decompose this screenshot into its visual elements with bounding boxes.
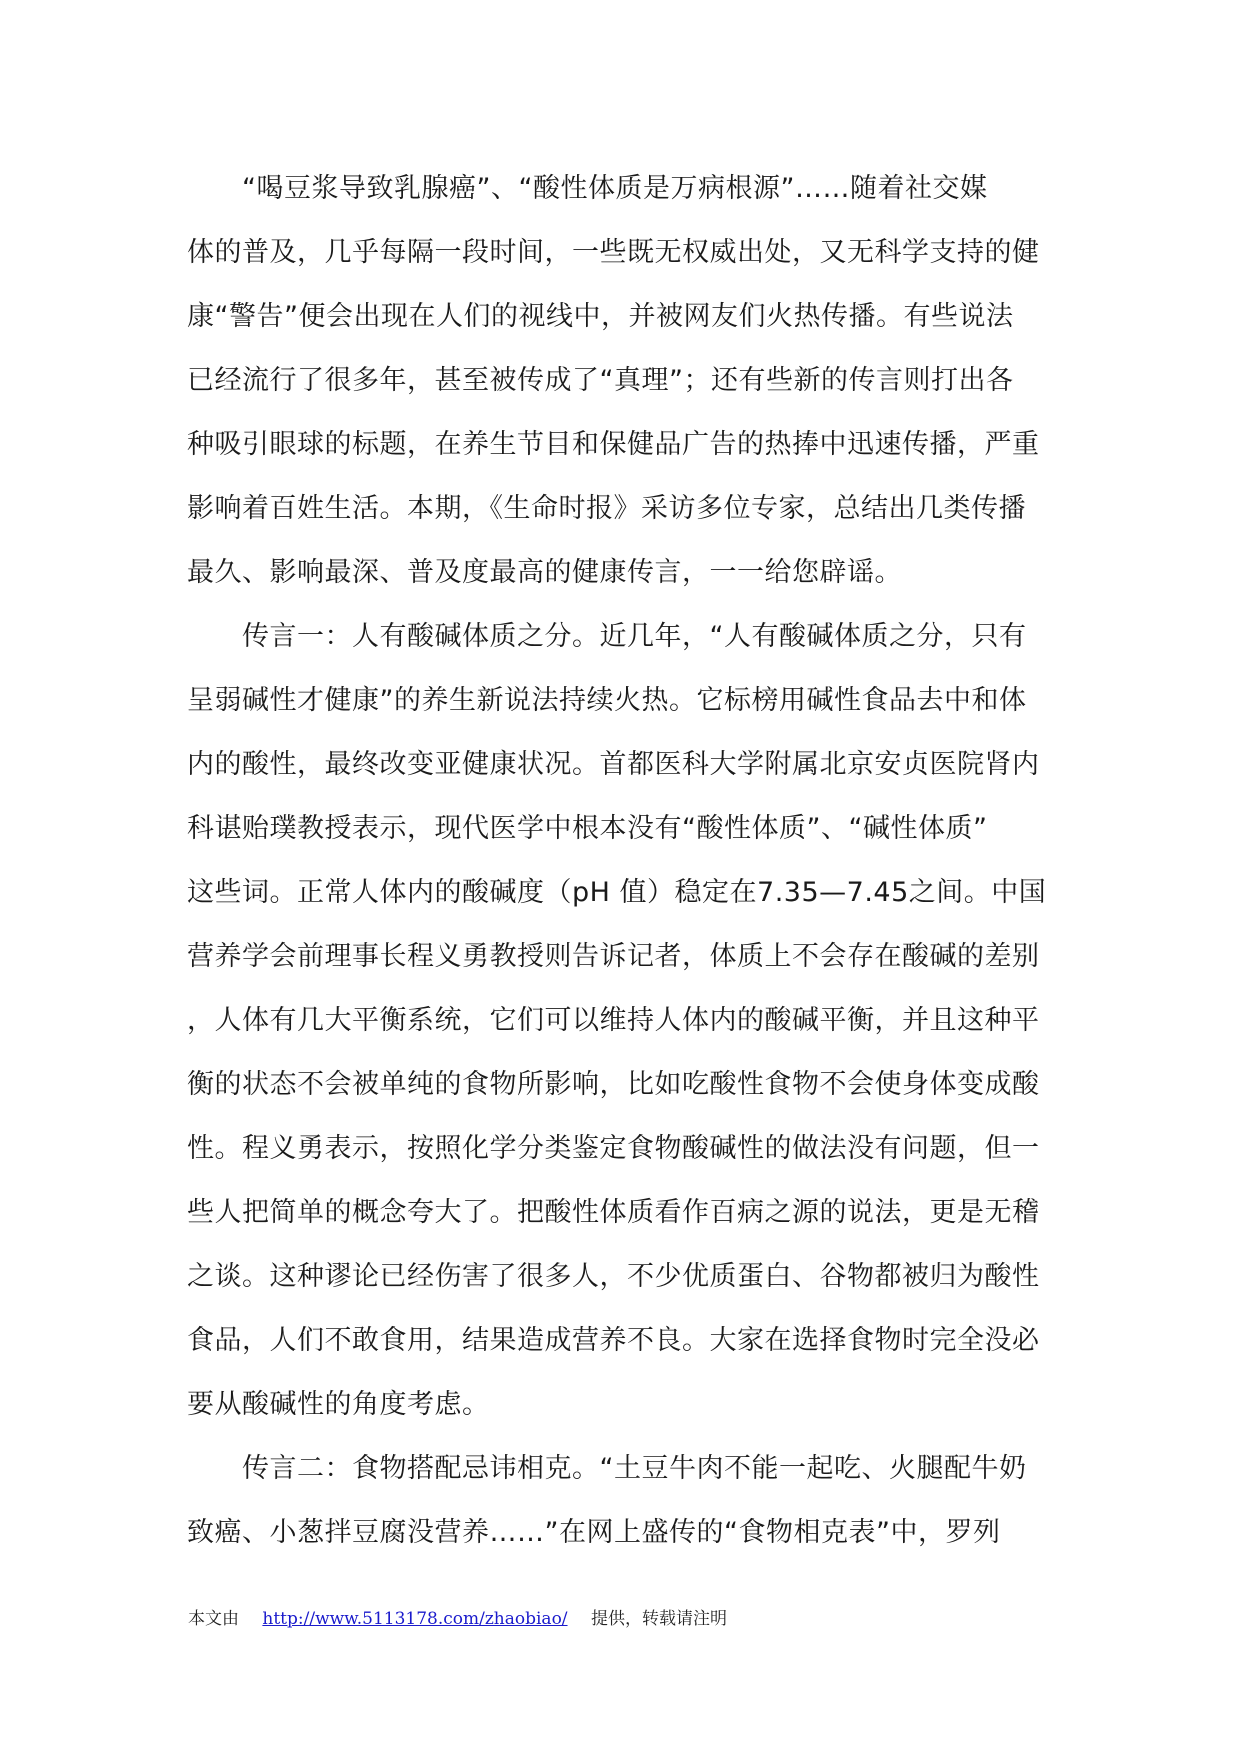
text-line: 体的普及，几乎每隔一段时间，一些既无权威出处，又无科学支持的健: [187, 237, 1040, 268]
text-line: ，人体有几大平衡系统，它们可以维持人体内的酸碱平衡，并且这种平: [187, 1005, 1040, 1036]
text-line: 传言二：食物搭配忌讳相克。“土豆牛肉不能一起吃、火腿配牛奶: [187, 1453, 1027, 1484]
footer-link[interactable]: http://www.5113178.com/zhaobiao/: [262, 1609, 568, 1629]
text-line: 呈弱碱性才健康”的养生新说法持续火热。它标榜用碱性食品去中和体: [187, 685, 1027, 716]
article-body: [187, 157, 1067, 1565]
text-line: 内的酸性，最终改变亚健康状况。首都医科大学附属北京安贞医院肾内: [187, 749, 1040, 780]
text-line: 些人把简单的概念夸大了。把酸性体质看作百病之源的说法，更是无稽: [187, 1197, 1040, 1228]
text-line: 已经流行了很多年，甚至被传成了“真理”；还有些新的传言则打出各: [187, 365, 1014, 396]
text-line: 最久、影响最深、普及度最高的健康传言，一一给您辟谣。: [187, 557, 902, 588]
text-line: 衡的状态不会被单纯的食物所影响，比如吃酸性食物不会使身体变成酸: [187, 1069, 1040, 1100]
text-line: 营养学会前理事长程义勇教授则告诉记者，体质上不会存在酸碱的差别: [187, 941, 1040, 972]
text-line: 性。程义勇表示，按照化学分类鉴定食物酸碱性的做法没有问题，但一: [187, 1133, 1040, 1164]
footer-suffix: 提供，转载请注明: [590, 1609, 727, 1629]
text-line: 要从酸碱性的角度考虑。: [187, 1389, 490, 1420]
text-line: 康“警告”便会出现在人们的视线中，并被网友们火热传播。有些说法: [187, 301, 1014, 332]
footer-prefix: 本文由: [188, 1609, 239, 1629]
text-line: 科谌贻璞教授表示，现代医学中根本没有“酸性体质”、“碱性体质”: [187, 813, 988, 844]
text-line: “喝豆浆导致乳腺癌”、“酸性体质是万病根源”……随着社交媒: [187, 173, 988, 204]
text-line: 致癌、小葱拌豆腐没营养……”在网上盛传的“食物相克表”中，罗列: [187, 1517, 1001, 1548]
text-line: 影响着百姓生活。本期，《生命时报》采访多位专家，总结出几类传播: [187, 493, 1026, 524]
text-line: 之谈。这种谬论已经伤害了很多人，不少优质蛋白、谷物都被归为酸性: [187, 1261, 1040, 1292]
page-footer: [188, 1604, 727, 1629]
text-line: 食品，人们不敢食用，结果造成营养不良。大家在选择食物时完全没必: [187, 1325, 1040, 1356]
text-line: 这些词。正常人体内的酸碱度（pH 值）稳定在7.35—7.45之间。中国: [187, 877, 1047, 908]
text-line: 种吸引眼球的标题，在养生节目和保健品广告的热捧中迅速传播，严重: [187, 429, 1040, 460]
text-line: 传言一：人有酸碱体质之分。近几年，“人有酸碱体质之分，只有: [187, 621, 1027, 652]
